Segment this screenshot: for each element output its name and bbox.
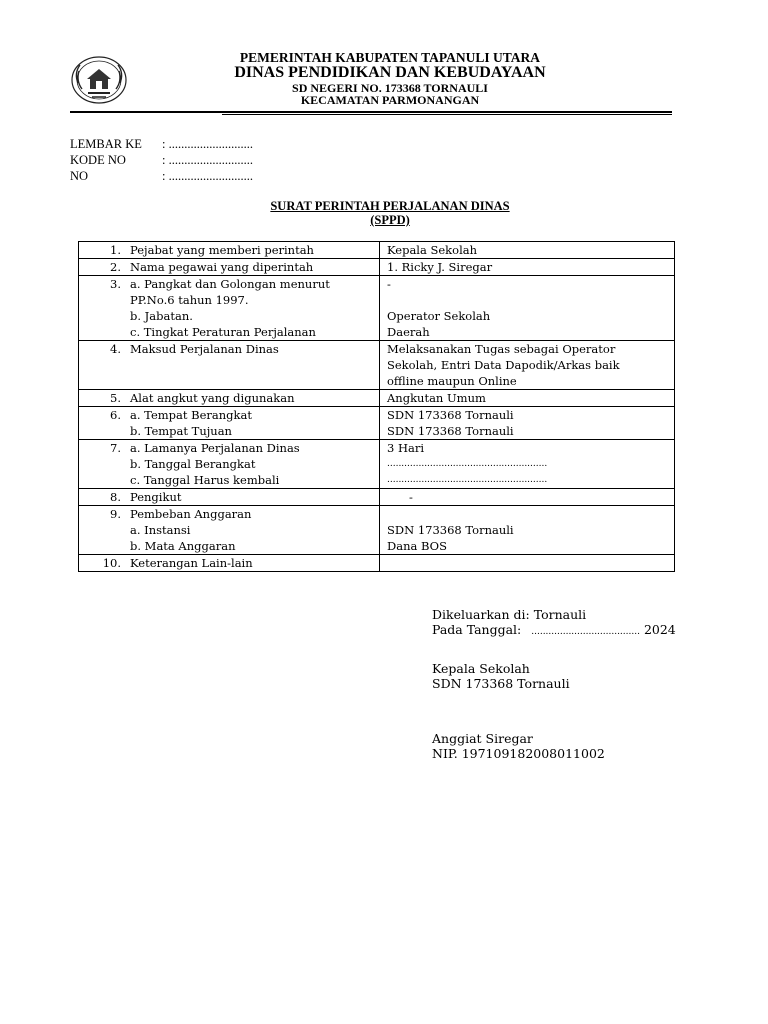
row-value: Operator Sekolah: [387, 309, 491, 323]
header-divider-thin: [222, 114, 672, 115]
row-value: Melaksanakan Tugas sebagai Operator: [387, 342, 616, 356]
document-title: SURAT PERINTAH PERJALANAN DINAS: [270, 199, 510, 213]
sppd-table: [78, 241, 675, 572]
row-label: Maksud Perjalanan Dinas: [130, 342, 279, 356]
row-value: Kepala Sekolah: [387, 243, 478, 257]
table-row: [79, 276, 675, 341]
row-value-cell: [380, 555, 675, 572]
row-label: a. Instansi: [130, 523, 191, 537]
meta-no: [70, 169, 253, 184]
row-label: b. Tempat Tujuan: [130, 424, 232, 438]
meta-label: NO: [70, 169, 89, 183]
table-row: [79, 440, 675, 489]
meta-label: KODE NO: [70, 153, 126, 167]
row-number: 5.: [110, 391, 121, 405]
row-label: a. Tempat Berangkat: [130, 408, 252, 422]
row-value: 1. Ricky J. Siregar: [387, 260, 493, 274]
row-label-cell: [79, 259, 380, 276]
row-value: [387, 555, 674, 571]
row-label: c. Tanggal Harus kembali: [130, 473, 280, 487]
row-number: 3.: [110, 277, 121, 291]
issued-at: Dikeluarkan di: Tornauli: [432, 607, 587, 622]
row-value-cell: [380, 259, 675, 276]
row-value: 3 Hari: [387, 441, 425, 455]
row-label: Alat angkut yang digunakan: [130, 391, 295, 405]
row-label-cell: [79, 555, 380, 572]
row-value-cell: [380, 242, 675, 259]
row-value-dotted: ........................................................: [387, 459, 548, 469]
header-line-school: SD NEGERI NO. 173368 TORNAULI: [292, 81, 488, 95]
row-number: 10.: [102, 556, 121, 570]
row-label-cell: [79, 276, 380, 341]
row-label-cell: [79, 489, 380, 506]
table-row: [79, 555, 675, 572]
row-label: Pengikut: [130, 490, 182, 504]
row-value-dotted: ........................................................: [387, 475, 548, 485]
row-label-cell: [79, 242, 380, 259]
row-value: SDN 173368 Tornauli: [387, 523, 514, 537]
row-label-cell: [79, 390, 380, 407]
table-row: [79, 259, 675, 276]
meta-value: : ...........................: [162, 169, 253, 183]
row-label-cell: [79, 341, 380, 390]
row-value-cell: [380, 341, 675, 390]
row-label: b. Jabatan.: [130, 309, 193, 323]
row-number: 7.: [110, 441, 121, 455]
row-value-cell: [380, 440, 675, 489]
row-value: Dana BOS: [387, 539, 447, 553]
row-value: SDN 173368 Tornauli: [387, 408, 514, 422]
row-value: -: [387, 277, 391, 291]
row-value: offline maupun Online: [387, 374, 517, 388]
table-row: [79, 489, 675, 506]
row-label: b. Tanggal Berangkat: [130, 457, 256, 471]
row-label: Pembeban Anggaran: [130, 507, 252, 521]
row-label: Keterangan Lain-lain: [130, 556, 253, 570]
signer-position: Kepala Sekolah: [432, 661, 530, 676]
row-value: SDN 173368 Tornauli: [387, 424, 514, 438]
row-label: a. Lamanya Perjalanan Dinas: [130, 441, 300, 455]
header-line-government: PEMERINTAH KABUPATEN TAPANULI UTARA: [239, 50, 541, 65]
signer-nip: NIP. 197109182008011002: [432, 746, 605, 761]
meta-value: : ...........................: [162, 137, 253, 151]
row-label: b. Mata Anggaran: [130, 539, 236, 553]
table-row: [79, 341, 675, 390]
row-label-cell: [79, 440, 380, 489]
row-value-cell: [380, 506, 675, 555]
issued-date: [432, 622, 676, 637]
table-row: [79, 242, 675, 259]
row-number: 6.: [110, 408, 121, 422]
date-year: 2024: [643, 622, 676, 637]
signer-name: Anggiat Siregar: [432, 731, 533, 746]
row-label: c. Tingkat Peraturan Perjalanan: [130, 325, 316, 339]
date-dots: ......................................: [531, 627, 640, 637]
table-row: [79, 390, 675, 407]
row-label: Pejabat yang memberi perintah: [130, 243, 314, 257]
meta-value: : ...........................: [162, 153, 253, 167]
document-subtitle: (SPPD): [370, 213, 410, 227]
meta-label: LEMBAR KE: [70, 137, 142, 151]
row-value: Angkutan Umum: [387, 391, 486, 405]
date-label: Pada Tanggal:: [432, 622, 522, 637]
row-value-cell: [380, 489, 675, 506]
header-line-district: KECAMATAN PARMONANGAN: [300, 93, 480, 107]
row-number: 4.: [110, 342, 121, 356]
meta-lembar-ke: [70, 137, 253, 152]
row-label-cell: [79, 506, 380, 555]
row-label: Nama pegawai yang diperintah: [130, 260, 314, 274]
row-value: Daerah: [387, 325, 430, 339]
regency-emblem-logo: [70, 55, 128, 105]
row-value-cell: [380, 407, 675, 440]
row-value-cell: [380, 276, 675, 341]
row-value-cell: [380, 390, 675, 407]
signer-school: SDN 173368 Tornauli: [432, 676, 570, 691]
header-divider-thick: [70, 111, 672, 113]
row-number: 1.: [110, 243, 121, 257]
row-number: 9.: [110, 507, 121, 521]
row-label: a. Pangkat dan Golongan menurut: [130, 277, 330, 291]
row-number: 2.: [110, 260, 121, 274]
row-label: PP.No.6 tahun 1997.: [130, 293, 249, 307]
table-row: [79, 506, 675, 555]
row-value: -: [409, 490, 413, 504]
row-number: 8.: [110, 490, 121, 504]
meta-kode-no: [70, 153, 253, 168]
row-value: Sekolah, Entri Data Dapodik/Arkas baik: [387, 358, 620, 372]
table-row: [79, 407, 675, 440]
header-line-department: DINAS PENDIDIKAN DAN KEBUDAYAAN: [234, 64, 546, 81]
row-label-cell: [79, 407, 380, 440]
